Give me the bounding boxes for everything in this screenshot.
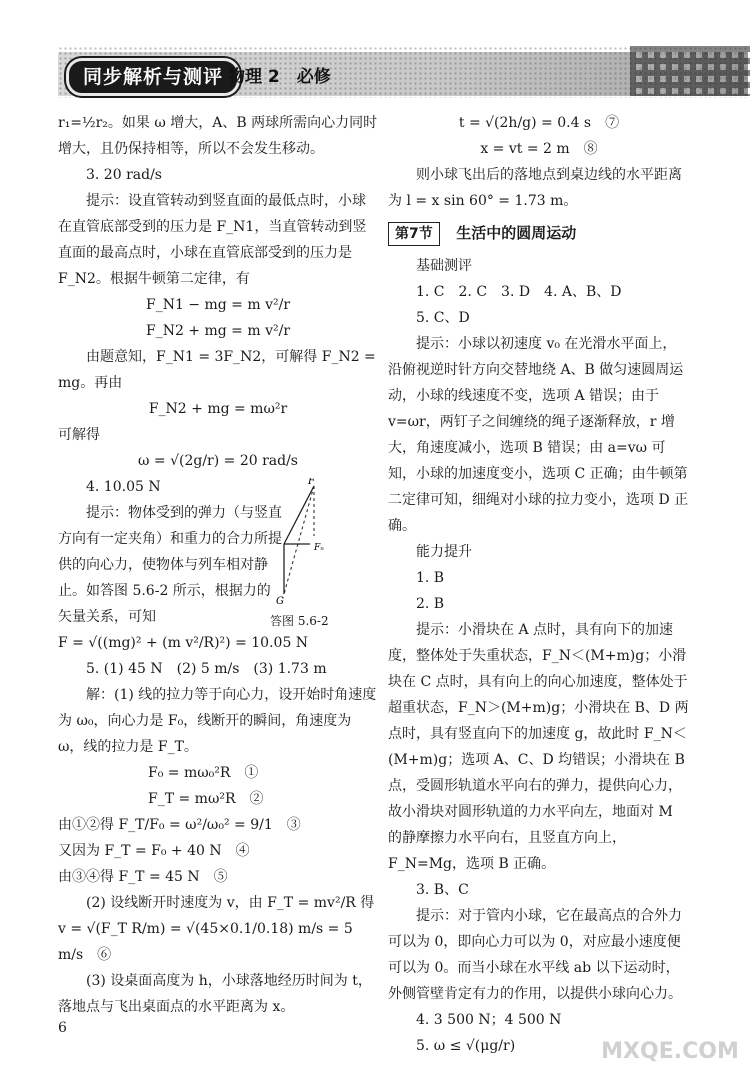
hint-paragraph: 提示：设直管转动到竖直面的最低点时，小球在直管底部受到的压力是 F_N1，当直管转动到竖直面的最高点时，小球在直管底部受到的压力是 F_N2。根据牛顿第二定律，有 — [58, 193, 367, 287]
equation: ω = √(2g/r) = 20 rad/s — [138, 453, 298, 469]
answer-item: 1. B — [416, 570, 445, 586]
paragraph: 由题意知，F_N1 = 3F_N2，可解得 F_N2 = mg。再由 — [58, 349, 376, 391]
answer-item: 3. 20 rad/s — [86, 167, 162, 183]
page-number: 6 — [58, 1020, 67, 1036]
answer-item: 5. ω ≤ √(μg/r) — [416, 1038, 516, 1054]
subheading: 能力提升 — [416, 544, 472, 560]
paragraph: (3) 设桌面高度为 h，小球落地经历时间为 t，落地点与飞出桌面点的水平距离为 x。 — [58, 973, 372, 1015]
equation: F_N2 + mg = mω²r — [148, 401, 288, 417]
answer-item: 2. B — [416, 596, 445, 612]
section-number: 第7节 — [388, 222, 440, 246]
equation: v = √(F_T R/m) = √(45×0.1/0.18) m/s = 5 m/s ⑥ — [58, 921, 353, 963]
watermark-logo — [600, 1010, 740, 1070]
force-diagram — [262, 478, 342, 608]
right-column — [388, 110, 690, 1059]
solution-paragraph: 解：(1) 线的拉力等于向心力，设开始时角速度为 ω₀，向心力是 F₀，线断开的瞬间，角速度为 ω，线的拉力是 F_T。 — [58, 687, 377, 755]
equation: F_N1 − mg = m v²/r — [145, 297, 291, 313]
answer-item: 3. B、C — [416, 882, 469, 898]
figure-caption: 答图 5.6-2 — [270, 614, 329, 628]
page-header — [0, 0, 750, 96]
answer-item: 5. C、D — [416, 310, 470, 326]
equation: 由③④得 F_T = 45 N ⑤ — [58, 869, 228, 885]
equation: x = vt = 2 m ⑧ — [480, 141, 598, 157]
equation: F_N2 + mg = m v²/r — [145, 323, 291, 339]
watermark-text: MXQE.COM — [601, 1039, 739, 1064]
paragraph: 则小球飞出后的落地点到桌边线的水平距离为 l = x sin 60° = 1.73 m。 — [388, 167, 682, 209]
paragraph: r₁=½r₂。如果 ω 增大，A、B 两球所需向心力同时增大，且仍保持相等，所以不会发生移动。 — [58, 115, 378, 157]
answer-item: 5. (1) 45 N (2) 5 m/s (3) 1.73 m — [86, 661, 327, 677]
paragraph: 可解得 — [58, 427, 100, 443]
label-G: G — [276, 596, 284, 607]
book-title: 同步解析与测评 — [66, 58, 240, 96]
hint-paragraph: 提示：小滑块在 A 点时，具有向下的加速度，整体处于失重状态，F_N＜(M+m)g；小滑块在 C 点时，具有向上的向心加速度，整体处于超重状态，F_N＞(M+m)g；小滑块在 B、D 两点时，具有竖直向下的加速度 g，故此时 F_N＜(M+m)g；选项 A、C、D 均错误；小滑块在 B 点，受圆形轨道水平向右的弹力，提供向心力，故小滑块对圆形轨道的力水平向左，地面对 M 的静摩擦力水平向右，且竖直方向上，F_N=Mg，选项 B 正确。 — [388, 622, 689, 872]
equation: F₀ = mω₀²R ① — [148, 765, 259, 781]
answer-item: 1. C 2. C 3. D 4. A、B、D — [416, 284, 622, 300]
equation: F_T = mω²R ② — [148, 791, 264, 807]
hint-paragraph: 提示：小球以初速度 v₀ 在光滑水平面上，沿俯视逆时针方向交替地绕 A、B 做匀速圆周运动，小球的线速度不变，选项 A 错误；由于 v=ωr，两钉子之间缠绕的绳子逐渐释放，r 增大，角速度减小，选项 B 错误；由 a=vω 可知，小球的加速度变小，选项 C 正确；由牛顿第二定律可知，细绳对小球的拉力变小，选项 D 正确。 — [388, 336, 689, 534]
section-heading — [388, 220, 690, 247]
equation: 由①②得 F_T/F₀ = ω²/ω₀² = 9/1 ③ — [58, 817, 301, 833]
answer-item: 4. 3 500 N；4 500 N — [416, 1012, 562, 1028]
force-F-arrow — [284, 486, 314, 544]
equation: F = √((mg)² + (m v²/R)²) = 10.05 N — [58, 635, 309, 651]
subheading: 基础测评 — [416, 258, 472, 274]
equation: t = √(2h/g) = 0.4 s ⑦ — [458, 115, 620, 131]
section-title: 生活中的圆周运动 — [456, 224, 577, 242]
answer-item: 4. 10.05 N — [86, 479, 161, 495]
label-Fn: Fₙ — [314, 543, 324, 553]
header-square-pattern — [630, 46, 750, 96]
paragraph: (2) 设线断开时速度为 v，由 F_T = mv²/R 得 — [86, 895, 375, 911]
label-F: F — [308, 478, 315, 487]
hint-paragraph: 提示：对于管内小球，它在最高点的合外力可以为 0，即向心力可以为 0，对应最小速度便可以为 0。而当小球在水平线 ab 以下运动时，外侧管壁肯定有力的作用，以提供小球向心力。 — [388, 908, 682, 1002]
hint-paragraph: 提示：物体受到的弹力（与竖直方向有一定夹角）和重力的合力所提供的向心力，使物体与列车相对静止。如答图 5.6-2 所示，根据力的矢量关系，可知 — [58, 505, 282, 625]
equation: 又因为 F_T = F₀ + 40 N ④ — [58, 843, 250, 859]
book-subtitle: 物理 2 必修 — [228, 67, 331, 87]
dashed-line — [284, 486, 314, 594]
